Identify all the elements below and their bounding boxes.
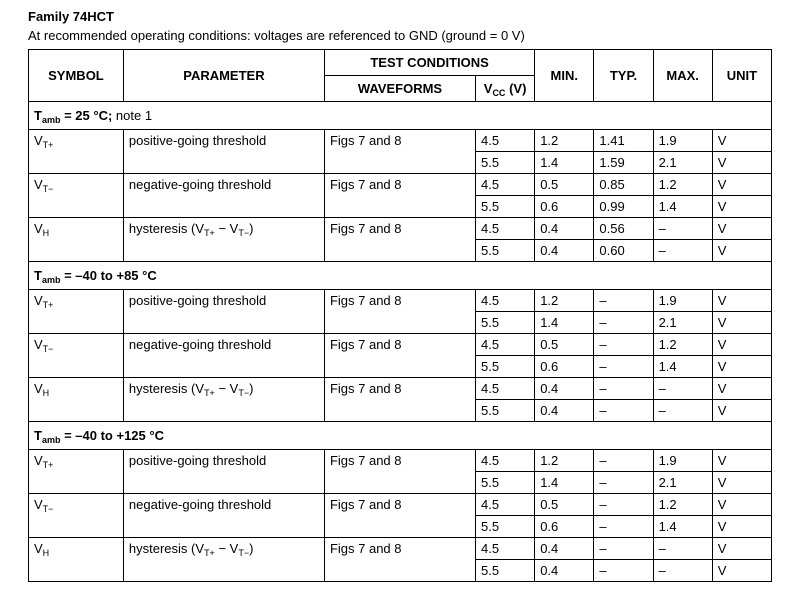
- vcc-cell: 5.5: [475, 516, 534, 538]
- max-cell: –: [653, 378, 712, 400]
- typ-cell: –: [594, 538, 653, 560]
- symbol-base: V: [34, 381, 43, 396]
- waveforms-cell: Figs 7 and 8: [324, 334, 475, 378]
- max-cell: –: [653, 400, 712, 422]
- typ-cell: –: [594, 312, 653, 334]
- header-symbol: SYMBOL: [29, 50, 124, 102]
- typ-cell: –: [594, 290, 653, 312]
- parameter-extra: $(V_{T+} - V_{T-})$: [187, 221, 254, 238]
- table-row: [29, 218, 772, 240]
- symbol-sub: T+: [42, 460, 54, 470]
- parameter-cell: [123, 174, 324, 218]
- table-row: [29, 538, 772, 560]
- min-cell: 0.4: [535, 218, 594, 240]
- header-unit: UNIT: [712, 50, 771, 102]
- unit-cell: V: [712, 218, 771, 240]
- typ-cell: 0.56: [594, 218, 653, 240]
- parameter-cell: [123, 538, 324, 582]
- max-cell: 1.4: [653, 196, 712, 218]
- parameter-cell: [123, 378, 324, 422]
- parameter-cell: [123, 450, 324, 494]
- parameter-cell: [123, 334, 324, 378]
- vcc-cell: 5.5: [475, 356, 534, 378]
- parameter-cell: [123, 218, 324, 262]
- vcc-cell: 5.5: [475, 400, 534, 422]
- min-cell: 1.2: [535, 450, 594, 472]
- max-cell: 1.2: [653, 494, 712, 516]
- section-header: [29, 102, 772, 130]
- unit-cell: V: [712, 356, 771, 378]
- tamb-sub: amb: [41, 115, 61, 125]
- typ-cell: 0.60: [594, 240, 653, 262]
- max-cell: 1.2: [653, 334, 712, 356]
- parameter-text: positive-going threshold: [128, 453, 267, 468]
- min-cell: 0.4: [535, 560, 594, 582]
- vcc-cell: 4.5: [475, 378, 534, 400]
- header-min: MIN.: [535, 50, 594, 102]
- max-cell: –: [653, 538, 712, 560]
- parameter-text: negative-going threshold: [128, 337, 272, 352]
- unit-cell: V: [712, 378, 771, 400]
- symbol-sub: T−: [42, 504, 54, 514]
- max-cell: 1.4: [653, 356, 712, 378]
- section-row: [29, 262, 772, 290]
- typ-cell: 0.85: [594, 174, 653, 196]
- table-row: [29, 130, 772, 152]
- vcc-cell: 4.5: [475, 538, 534, 560]
- header-vcc-sub: CC: [492, 88, 506, 98]
- max-cell: 1.2: [653, 174, 712, 196]
- unit-cell: V: [712, 196, 771, 218]
- header-vcc: [475, 76, 534, 102]
- symbol-sub: H: [42, 388, 50, 398]
- unit-cell: V: [712, 334, 771, 356]
- typ-cell: –: [594, 560, 653, 582]
- vcc-cell: 5.5: [475, 196, 534, 218]
- header-vcc-base: V: [483, 81, 493, 96]
- unit-cell: V: [712, 152, 771, 174]
- min-cell: 0.6: [535, 356, 594, 378]
- vcc-cell: 5.5: [475, 152, 534, 174]
- symbol-cell: [29, 174, 124, 218]
- typ-cell: 1.59: [594, 152, 653, 174]
- waveforms-cell: Figs 7 and 8: [324, 174, 475, 218]
- unit-cell: V: [712, 130, 771, 152]
- table-row: [29, 334, 772, 356]
- unit-cell: V: [712, 312, 771, 334]
- parameter-text: hysteresis: [128, 541, 188, 556]
- vcc-cell: 5.5: [475, 560, 534, 582]
- vcc-cell: 5.5: [475, 240, 534, 262]
- table-row: [29, 378, 772, 400]
- symbol-cell: [29, 130, 124, 174]
- header-parameter: PARAMETER: [123, 50, 324, 102]
- section-row: [29, 102, 772, 130]
- min-cell: 1.4: [535, 472, 594, 494]
- parameter-cell: [123, 290, 324, 334]
- unit-cell: V: [712, 538, 771, 560]
- waveforms-cell: Figs 7 and 8: [324, 538, 475, 582]
- section-header: [29, 422, 772, 450]
- min-cell: 1.4: [535, 312, 594, 334]
- symbol-sub: T+: [42, 140, 54, 150]
- waveforms-cell: Figs 7 and 8: [324, 378, 475, 422]
- unit-cell: V: [712, 560, 771, 582]
- symbol-base: V: [34, 221, 43, 236]
- table-row: [29, 494, 772, 516]
- tamb-sub: amb: [41, 435, 61, 445]
- typ-cell: –: [594, 356, 653, 378]
- min-cell: 0.4: [535, 400, 594, 422]
- parameter-text: negative-going threshold: [128, 497, 272, 512]
- header-waveforms: WAVEFORMS: [324, 76, 475, 102]
- symbol-sub: H: [42, 228, 50, 238]
- vcc-cell: 4.5: [475, 174, 534, 196]
- page-title: Family 74HCT: [28, 9, 114, 24]
- unit-cell: V: [712, 400, 771, 422]
- parameter-text: hysteresis: [128, 221, 188, 236]
- unit-cell: V: [712, 494, 771, 516]
- max-cell: 1.4: [653, 516, 712, 538]
- max-cell: –: [653, 240, 712, 262]
- symbol-base: V: [34, 177, 43, 192]
- typ-cell: 0.99: [594, 196, 653, 218]
- symbol-sub: T−: [42, 344, 54, 354]
- typ-cell: –: [594, 450, 653, 472]
- table-row: [29, 174, 772, 196]
- symbol-cell: [29, 218, 124, 262]
- typ-cell: –: [594, 516, 653, 538]
- tamb-label: T: [34, 428, 42, 443]
- vcc-cell: 4.5: [475, 218, 534, 240]
- header-vcc-unit: (V): [509, 81, 527, 96]
- table-body: [29, 102, 772, 582]
- waveforms-cell: Figs 7 and 8: [324, 290, 475, 334]
- unit-cell: V: [712, 516, 771, 538]
- vcc-cell: 5.5: [475, 312, 534, 334]
- section-condition: = –40 to +125 °C: [64, 428, 164, 443]
- parameter-text: positive-going threshold: [128, 293, 267, 308]
- header-max: MAX.: [653, 50, 712, 102]
- min-cell: 0.4: [535, 378, 594, 400]
- min-cell: 0.4: [535, 240, 594, 262]
- vcc-cell: 4.5: [475, 494, 534, 516]
- table-row: [29, 290, 772, 312]
- max-cell: 1.9: [653, 450, 712, 472]
- symbol-sub: H: [42, 548, 50, 558]
- symbol-sub: T−: [42, 184, 54, 194]
- symbol-cell: [29, 334, 124, 378]
- max-cell: –: [653, 218, 712, 240]
- min-cell: 0.5: [535, 334, 594, 356]
- min-cell: 1.2: [535, 130, 594, 152]
- min-cell: 0.6: [535, 196, 594, 218]
- symbol-cell: [29, 538, 124, 582]
- max-cell: 1.9: [653, 290, 712, 312]
- symbol-sub: T+: [42, 300, 54, 310]
- max-cell: –: [653, 560, 712, 582]
- typ-cell: –: [594, 472, 653, 494]
- symbol-base: V: [34, 337, 43, 352]
- max-cell: 2.1: [653, 312, 712, 334]
- parameter-text: positive-going threshold: [128, 133, 267, 148]
- min-cell: 0.5: [535, 494, 594, 516]
- typ-cell: 1.41: [594, 130, 653, 152]
- min-cell: 0.6: [535, 516, 594, 538]
- section-header: [29, 262, 772, 290]
- typ-cell: –: [594, 400, 653, 422]
- symbol-cell: [29, 378, 124, 422]
- symbol-cell: [29, 494, 124, 538]
- parameter-text: negative-going threshold: [128, 177, 272, 192]
- max-cell: 1.9: [653, 130, 712, 152]
- symbol-base: V: [34, 497, 43, 512]
- symbol-cell: [29, 450, 124, 494]
- vcc-cell: 4.5: [475, 130, 534, 152]
- max-cell: 2.1: [653, 472, 712, 494]
- waveforms-cell: Figs 7 and 8: [324, 494, 475, 538]
- unit-cell: V: [712, 240, 771, 262]
- waveforms-cell: Figs 7 and 8: [324, 218, 475, 262]
- parameter-extra: $(V_{T+} - V_{T-})$: [187, 381, 254, 398]
- tamb-sub: amb: [41, 275, 61, 285]
- symbol-base: V: [34, 293, 43, 308]
- parameter-extra: $(V_{T+} - V_{T-})$: [187, 541, 254, 558]
- unit-cell: V: [712, 174, 771, 196]
- symbol-base: V: [34, 541, 43, 556]
- section-condition: = –40 to +85 °C: [64, 268, 157, 283]
- tamb-label: T: [34, 268, 42, 283]
- parameter-text: hysteresis: [128, 381, 188, 396]
- section-row: [29, 422, 772, 450]
- header-test-conditions: TEST CONDITIONS: [324, 50, 534, 76]
- page-subtitle: At recommended operating conditions: voltages are referenced to GND (ground = 0 V): [28, 28, 525, 43]
- unit-cell: V: [712, 450, 771, 472]
- typ-cell: –: [594, 334, 653, 356]
- unit-cell: V: [712, 290, 771, 312]
- symbol-base: V: [34, 133, 43, 148]
- table-row: [29, 450, 772, 472]
- min-cell: 1.2: [535, 290, 594, 312]
- header-typ: TYP.: [594, 50, 653, 102]
- vcc-cell: 4.5: [475, 290, 534, 312]
- section-note: note 1: [115, 108, 153, 123]
- parameter-cell: [123, 494, 324, 538]
- max-cell: 2.1: [653, 152, 712, 174]
- section-condition: = 25 °C;: [64, 108, 113, 123]
- symbol-cell: [29, 290, 124, 334]
- waveforms-cell: Figs 7 and 8: [324, 450, 475, 494]
- min-cell: 0.5: [535, 174, 594, 196]
- parameter-cell: [123, 130, 324, 174]
- vcc-cell: 5.5: [475, 472, 534, 494]
- typ-cell: –: [594, 494, 653, 516]
- vcc-cell: 4.5: [475, 334, 534, 356]
- min-cell: 0.4: [535, 538, 594, 560]
- typ-cell: –: [594, 378, 653, 400]
- unit-cell: V: [712, 472, 771, 494]
- min-cell: 1.4: [535, 152, 594, 174]
- waveforms-cell: Figs 7 and 8: [324, 130, 475, 174]
- spec-table: [28, 49, 772, 582]
- tamb-label: T: [34, 108, 42, 123]
- symbol-base: V: [34, 453, 43, 468]
- vcc-cell: 4.5: [475, 450, 534, 472]
